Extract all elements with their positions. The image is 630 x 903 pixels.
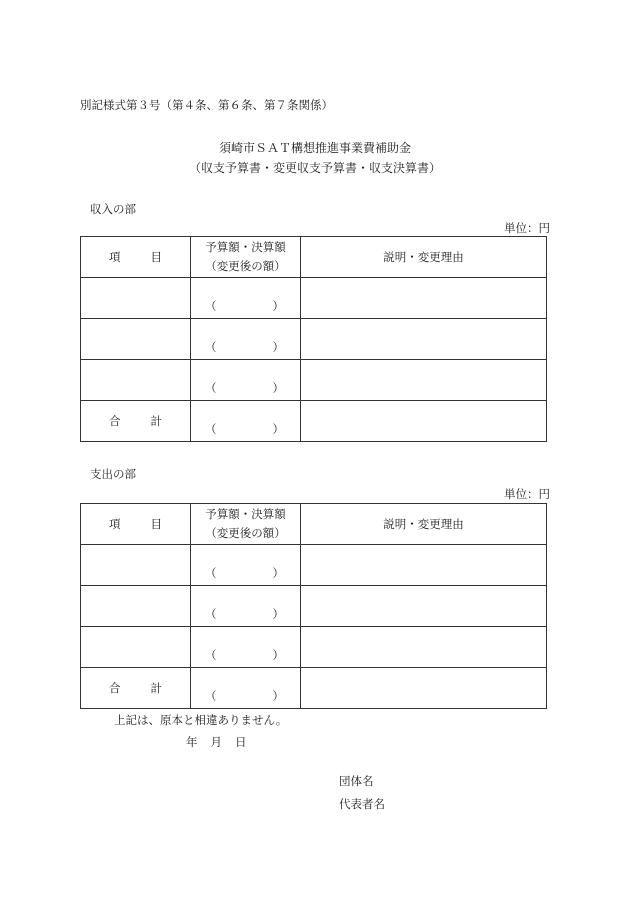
document-subtitle: （収支予算書・変更収支予算書・収支決算書） <box>188 161 441 175</box>
representative-name-label: 代表者名 <box>339 797 385 811</box>
column-header-amount <box>191 237 301 278</box>
header-amount-line1: 予算額・決算額 <box>205 507 286 521</box>
paren-close: ） <box>272 689 284 703</box>
paren-close: ） <box>272 381 284 395</box>
explanation-cell[interactable] <box>301 360 547 401</box>
item-cell[interactable] <box>81 278 191 319</box>
column-header-item <box>81 504 191 545</box>
total-label <box>81 401 191 442</box>
amount-cell[interactable] <box>191 545 301 586</box>
table-header-row <box>81 237 547 278</box>
total-char-a: 合 <box>109 414 121 428</box>
paren-open: （ <box>205 689 217 703</box>
explanation-cell[interactable] <box>301 627 547 668</box>
expense-section-heading: 支出の部 <box>90 467 136 481</box>
date-line <box>186 734 247 750</box>
total-amount-cell[interactable] <box>191 668 301 709</box>
table-row <box>81 360 547 401</box>
header-item-char-a: 項 <box>109 517 121 531</box>
total-char-b: 計 <box>150 414 162 428</box>
table-row <box>81 586 547 627</box>
column-header-item <box>81 237 191 278</box>
paren-close: ） <box>272 422 284 436</box>
total-amount-cell[interactable] <box>191 401 301 442</box>
total-label <box>81 668 191 709</box>
paren-open: （ <box>205 381 217 395</box>
date-year-label: 年 <box>186 735 198 749</box>
total-char-b: 計 <box>150 681 162 695</box>
explanation-cell[interactable] <box>301 586 547 627</box>
amount-cell[interactable] <box>191 319 301 360</box>
table-row <box>81 278 547 319</box>
total-row <box>81 668 547 709</box>
header-amount-line1: 予算額・決算額 <box>205 240 286 254</box>
item-cell[interactable] <box>81 586 191 627</box>
paren-close: ） <box>272 299 284 313</box>
paren-open: （ <box>205 422 217 436</box>
certification-statement: 上記は、原本と相違ありません。 <box>114 713 288 727</box>
income-table <box>80 236 547 442</box>
header-item-char-b: 目 <box>150 250 162 264</box>
amount-cell[interactable] <box>191 360 301 401</box>
paren-close: ） <box>272 340 284 354</box>
column-header-explanation: 説明・変更理由 <box>301 237 547 278</box>
paren-close: ） <box>272 648 284 662</box>
column-header-amount <box>191 504 301 545</box>
paren-open: （ <box>205 566 217 580</box>
table-row <box>81 627 547 668</box>
expense-table <box>80 503 547 709</box>
explanation-cell[interactable] <box>301 319 547 360</box>
item-cell[interactable] <box>81 545 191 586</box>
amount-cell[interactable] <box>191 586 301 627</box>
income-section-heading: 収入の部 <box>90 202 136 216</box>
total-char-a: 合 <box>109 681 121 695</box>
header-amount-line2: （変更後の額） <box>205 259 286 273</box>
item-cell[interactable] <box>81 360 191 401</box>
table-row <box>81 319 547 360</box>
header-item-char-b: 目 <box>150 517 162 531</box>
total-explanation-cell[interactable] <box>301 401 547 442</box>
item-cell[interactable] <box>81 319 191 360</box>
total-explanation-cell[interactable] <box>301 668 547 709</box>
total-row <box>81 401 547 442</box>
paren-open: （ <box>205 607 217 621</box>
amount-cell[interactable] <box>191 278 301 319</box>
column-header-explanation: 説明・変更理由 <box>301 504 547 545</box>
amount-cell[interactable] <box>191 627 301 668</box>
header-item-char-a: 項 <box>109 250 121 264</box>
paren-open: （ <box>205 340 217 354</box>
date-day-label: 日 <box>235 735 247 749</box>
income-unit-label: 単位：円 <box>504 221 550 235</box>
form-label: 別記様式第３号（第４条、第６条、第７条関係） <box>80 98 333 112</box>
paren-close: ） <box>272 566 284 580</box>
date-month-label: 月 <box>210 735 222 749</box>
table-row <box>81 545 547 586</box>
paren-open: （ <box>205 299 217 313</box>
table-header-row <box>81 504 547 545</box>
document-title: 須崎市ＳＡＴ構想推進事業費補助金 <box>218 141 411 155</box>
item-cell[interactable] <box>81 627 191 668</box>
organization-name-label: 団体名 <box>339 774 374 788</box>
expense-unit-label: 単位：円 <box>504 487 550 501</box>
explanation-cell[interactable] <box>301 545 547 586</box>
paren-close: ） <box>272 607 284 621</box>
paren-open: （ <box>205 648 217 662</box>
explanation-cell[interactable] <box>301 278 547 319</box>
header-amount-line2: （変更後の額） <box>205 526 286 540</box>
